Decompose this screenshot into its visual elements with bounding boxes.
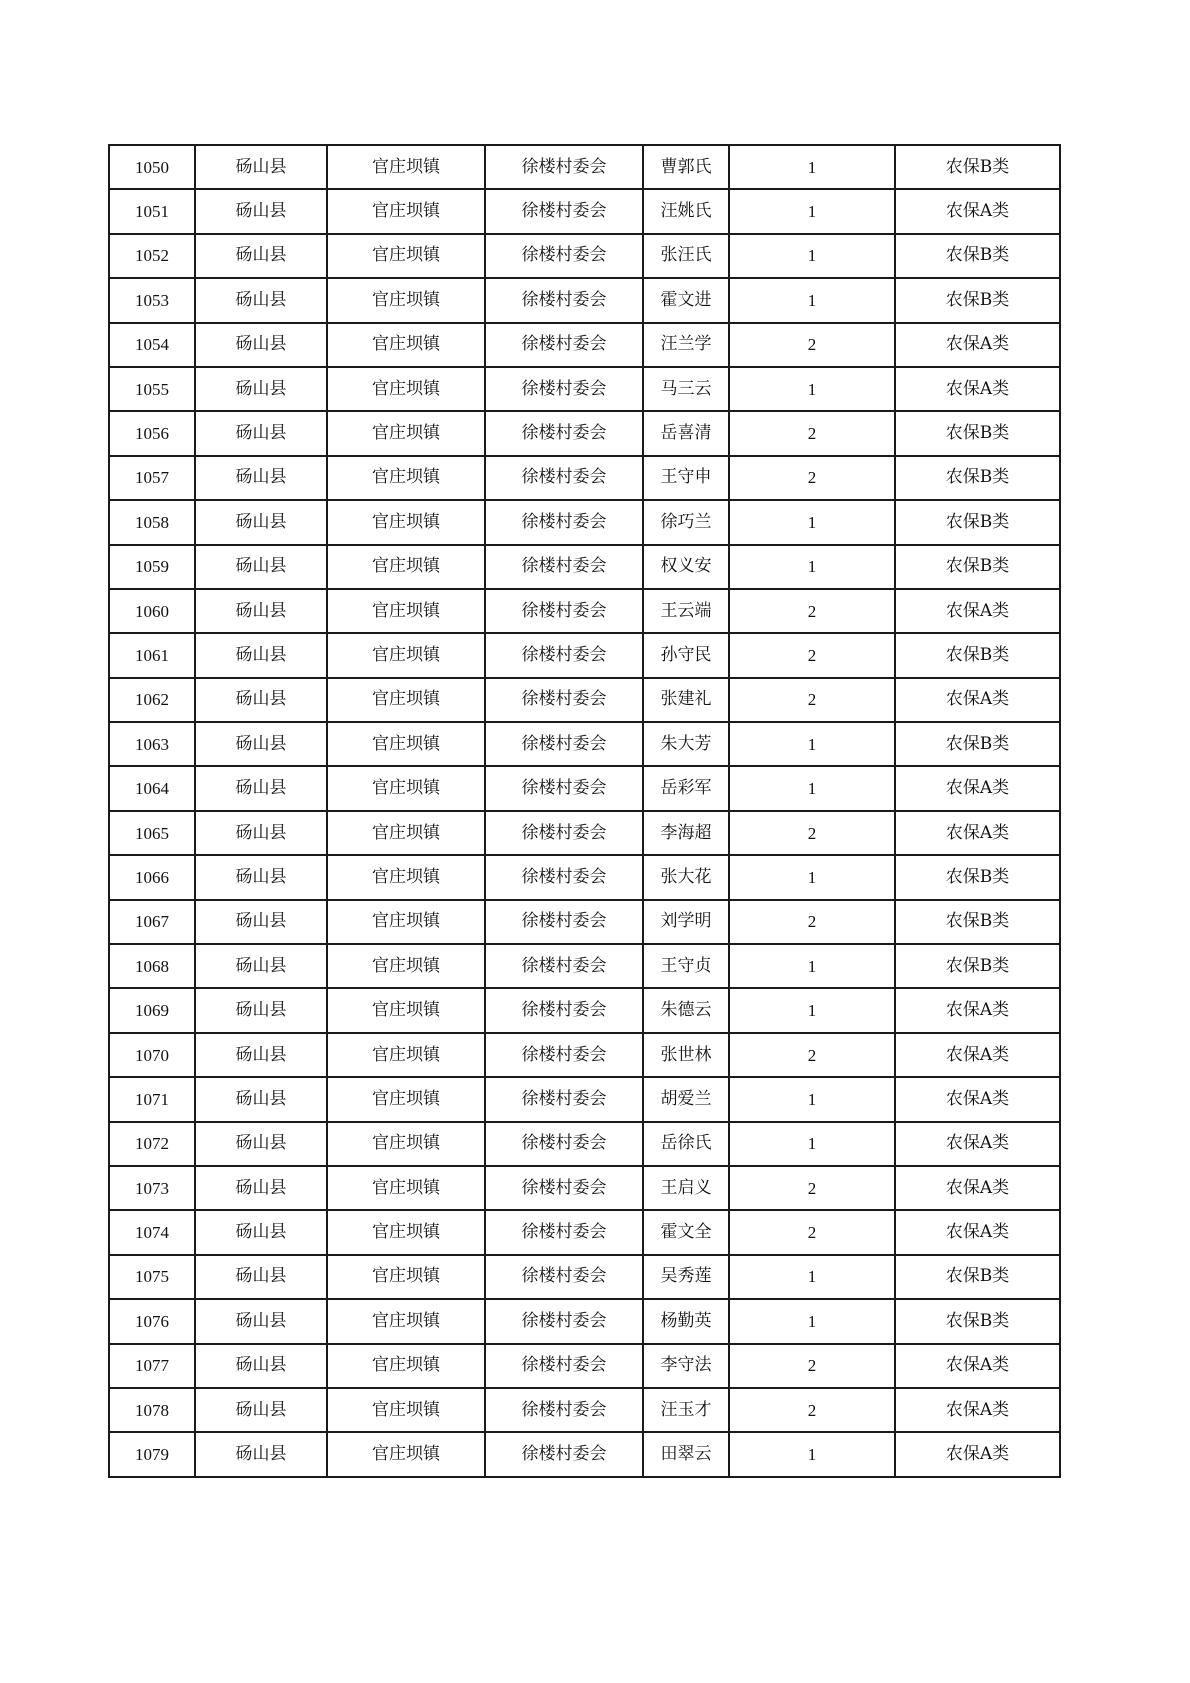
person-name-cell: 马三云 <box>643 367 729 411</box>
town-cell: 官庄坝镇 <box>327 1255 485 1299</box>
insurance-category-cell: 农保A类 <box>895 1210 1060 1254</box>
row-number-cell: 1061 <box>109 633 195 677</box>
town-cell: 官庄坝镇 <box>327 1299 485 1343</box>
town-cell: 官庄坝镇 <box>327 1166 485 1210</box>
county-cell: 砀山县 <box>195 411 327 455</box>
table-row <box>109 411 1060 455</box>
county-cell: 砀山县 <box>195 944 327 988</box>
person-name-cell: 朱德云 <box>643 988 729 1032</box>
insurance-category-cell: 农保A类 <box>895 589 1060 633</box>
row-number-cell: 1060 <box>109 589 195 633</box>
town-cell: 官庄坝镇 <box>327 1344 485 1388</box>
village-committee-cell: 徐楼村委会 <box>485 722 643 766</box>
person-name-cell: 李守法 <box>643 1344 729 1388</box>
village-committee-cell: 徐楼村委会 <box>485 411 643 455</box>
row-number-cell: 1059 <box>109 545 195 589</box>
table-row <box>109 855 1060 899</box>
count-cell: 2 <box>729 678 895 722</box>
table-row <box>109 1122 1060 1166</box>
row-number-cell: 1075 <box>109 1255 195 1299</box>
person-name-cell: 汪兰学 <box>643 323 729 367</box>
row-number-cell: 1053 <box>109 278 195 322</box>
insurance-category-cell: 农保B类 <box>895 500 1060 544</box>
row-number-cell: 1057 <box>109 456 195 500</box>
count-cell: 1 <box>729 722 895 766</box>
village-committee-cell: 徐楼村委会 <box>485 1344 643 1388</box>
row-number-cell: 1066 <box>109 855 195 899</box>
county-cell: 砀山县 <box>195 1077 327 1121</box>
row-number-cell: 1064 <box>109 766 195 810</box>
town-cell: 官庄坝镇 <box>327 678 485 722</box>
county-cell: 砀山县 <box>195 456 327 500</box>
town-cell: 官庄坝镇 <box>327 589 485 633</box>
village-committee-cell: 徐楼村委会 <box>485 1388 643 1432</box>
village-committee-cell: 徐楼村委会 <box>485 811 643 855</box>
county-cell: 砀山县 <box>195 500 327 544</box>
village-committee-cell: 徐楼村委会 <box>485 1210 643 1254</box>
count-cell: 2 <box>729 811 895 855</box>
table-row <box>109 944 1060 988</box>
table-row <box>109 1432 1060 1476</box>
town-cell: 官庄坝镇 <box>327 1077 485 1121</box>
row-number-cell: 1056 <box>109 411 195 455</box>
count-cell: 1 <box>729 278 895 322</box>
table-row <box>109 278 1060 322</box>
insurance-category-cell: 农保A类 <box>895 766 1060 810</box>
village-committee-cell: 徐楼村委会 <box>485 766 643 810</box>
village-committee-cell: 徐楼村委会 <box>485 323 643 367</box>
table-row <box>109 811 1060 855</box>
person-name-cell: 张大花 <box>643 855 729 899</box>
row-number-cell: 1068 <box>109 944 195 988</box>
county-cell: 砀山县 <box>195 1344 327 1388</box>
town-cell: 官庄坝镇 <box>327 278 485 322</box>
county-cell: 砀山县 <box>195 367 327 411</box>
county-cell: 砀山县 <box>195 234 327 278</box>
insurance-category-cell: 农保B类 <box>895 278 1060 322</box>
count-cell: 1 <box>729 234 895 278</box>
insurance-category-cell: 农保A类 <box>895 189 1060 233</box>
county-cell: 砀山县 <box>195 811 327 855</box>
row-number-cell: 1067 <box>109 900 195 944</box>
county-cell: 砀山县 <box>195 1210 327 1254</box>
count-cell: 1 <box>729 1299 895 1343</box>
town-cell: 官庄坝镇 <box>327 1033 485 1077</box>
row-number-cell: 1074 <box>109 1210 195 1254</box>
table-row <box>109 678 1060 722</box>
person-name-cell: 张建礼 <box>643 678 729 722</box>
county-cell: 砀山县 <box>195 678 327 722</box>
town-cell: 官庄坝镇 <box>327 1432 485 1476</box>
person-name-cell: 岳徐氏 <box>643 1122 729 1166</box>
county-cell: 砀山县 <box>195 988 327 1032</box>
village-committee-cell: 徐楼村委会 <box>485 900 643 944</box>
village-committee-cell: 徐楼村委会 <box>485 944 643 988</box>
insurance-category-cell: 农保B类 <box>895 944 1060 988</box>
county-cell: 砀山县 <box>195 855 327 899</box>
person-name-cell: 吴秀莲 <box>643 1255 729 1299</box>
count-cell: 2 <box>729 633 895 677</box>
row-number-cell: 1062 <box>109 678 195 722</box>
insurance-category-cell: 农保A类 <box>895 1166 1060 1210</box>
person-name-cell: 岳喜清 <box>643 411 729 455</box>
row-number-cell: 1072 <box>109 1122 195 1166</box>
county-cell: 砀山县 <box>195 766 327 810</box>
table-row <box>109 323 1060 367</box>
insurance-category-cell: 农保B类 <box>895 456 1060 500</box>
insurance-category-cell: 农保B类 <box>895 1299 1060 1343</box>
village-committee-cell: 徐楼村委会 <box>485 189 643 233</box>
person-name-cell: 岳彩军 <box>643 766 729 810</box>
village-committee-cell: 徐楼村委会 <box>485 545 643 589</box>
village-committee-cell: 徐楼村委会 <box>485 500 643 544</box>
table-row <box>109 900 1060 944</box>
count-cell: 2 <box>729 323 895 367</box>
village-committee-cell: 徐楼村委会 <box>485 456 643 500</box>
table-row <box>109 1077 1060 1121</box>
village-committee-cell: 徐楼村委会 <box>485 367 643 411</box>
count-cell: 1 <box>729 1122 895 1166</box>
insurance-category-cell: 农保A类 <box>895 811 1060 855</box>
person-name-cell: 田翠云 <box>643 1432 729 1476</box>
table-row <box>109 1255 1060 1299</box>
count-cell: 2 <box>729 589 895 633</box>
person-name-cell: 曹郭氏 <box>643 145 729 189</box>
person-name-cell: 权义安 <box>643 545 729 589</box>
town-cell: 官庄坝镇 <box>327 1388 485 1432</box>
village-committee-cell: 徐楼村委会 <box>485 278 643 322</box>
person-name-cell: 刘学明 <box>643 900 729 944</box>
person-name-cell: 汪姚氏 <box>643 189 729 233</box>
county-cell: 砀山县 <box>195 189 327 233</box>
count-cell: 2 <box>729 1210 895 1254</box>
insurance-category-cell: 农保A类 <box>895 988 1060 1032</box>
count-cell: 2 <box>729 411 895 455</box>
count-cell: 1 <box>729 367 895 411</box>
count-cell: 1 <box>729 766 895 810</box>
table-row <box>109 456 1060 500</box>
town-cell: 官庄坝镇 <box>327 722 485 766</box>
table-row <box>109 500 1060 544</box>
village-committee-cell: 徐楼村委会 <box>485 988 643 1032</box>
table-row <box>109 1166 1060 1210</box>
insurance-category-cell: 农保A类 <box>895 1033 1060 1077</box>
count-cell: 1 <box>729 1255 895 1299</box>
town-cell: 官庄坝镇 <box>327 323 485 367</box>
table-row <box>109 367 1060 411</box>
village-committee-cell: 徐楼村委会 <box>485 1166 643 1210</box>
insurance-category-cell: 农保B类 <box>895 234 1060 278</box>
person-name-cell: 霍文进 <box>643 278 729 322</box>
row-number-cell: 1076 <box>109 1299 195 1343</box>
count-cell: 1 <box>729 944 895 988</box>
table-row <box>109 1299 1060 1343</box>
count-cell: 1 <box>729 1432 895 1476</box>
person-name-cell: 汪玉才 <box>643 1388 729 1432</box>
county-cell: 砀山县 <box>195 1388 327 1432</box>
person-name-cell: 徐巧兰 <box>643 500 729 544</box>
county-cell: 砀山县 <box>195 1166 327 1210</box>
insurance-category-cell: 农保B类 <box>895 855 1060 899</box>
town-cell: 官庄坝镇 <box>327 545 485 589</box>
person-name-cell: 杨勤英 <box>643 1299 729 1343</box>
county-cell: 砀山县 <box>195 1432 327 1476</box>
person-name-cell: 王守贞 <box>643 944 729 988</box>
table-row <box>109 633 1060 677</box>
village-committee-cell: 徐楼村委会 <box>485 1033 643 1077</box>
town-cell: 官庄坝镇 <box>327 145 485 189</box>
table-row <box>109 189 1060 233</box>
county-cell: 砀山县 <box>195 633 327 677</box>
table-row <box>109 988 1060 1032</box>
row-number-cell: 1052 <box>109 234 195 278</box>
count-cell: 1 <box>729 855 895 899</box>
row-number-cell: 1050 <box>109 145 195 189</box>
row-number-cell: 1063 <box>109 722 195 766</box>
insurance-category-cell: 农保A类 <box>895 1432 1060 1476</box>
person-name-cell: 李海超 <box>643 811 729 855</box>
roster-table <box>108 144 1061 1478</box>
count-cell: 2 <box>729 1166 895 1210</box>
county-cell: 砀山县 <box>195 145 327 189</box>
row-number-cell: 1069 <box>109 988 195 1032</box>
person-name-cell: 胡爱兰 <box>643 1077 729 1121</box>
village-committee-cell: 徐楼村委会 <box>485 855 643 899</box>
village-committee-cell: 徐楼村委会 <box>485 1432 643 1476</box>
town-cell: 官庄坝镇 <box>327 900 485 944</box>
town-cell: 官庄坝镇 <box>327 944 485 988</box>
insurance-category-cell: 农保B类 <box>895 633 1060 677</box>
town-cell: 官庄坝镇 <box>327 1122 485 1166</box>
insurance-category-cell: 农保A类 <box>895 1077 1060 1121</box>
county-cell: 砀山县 <box>195 1255 327 1299</box>
town-cell: 官庄坝镇 <box>327 189 485 233</box>
county-cell: 砀山县 <box>195 900 327 944</box>
town-cell: 官庄坝镇 <box>327 766 485 810</box>
table-row <box>109 234 1060 278</box>
table-row <box>109 1388 1060 1432</box>
insurance-category-cell: 农保A类 <box>895 1388 1060 1432</box>
row-number-cell: 1071 <box>109 1077 195 1121</box>
town-cell: 官庄坝镇 <box>327 500 485 544</box>
row-number-cell: 1077 <box>109 1344 195 1388</box>
village-committee-cell: 徐楼村委会 <box>485 1122 643 1166</box>
table-row <box>109 1033 1060 1077</box>
row-number-cell: 1055 <box>109 367 195 411</box>
town-cell: 官庄坝镇 <box>327 367 485 411</box>
village-committee-cell: 徐楼村委会 <box>485 1255 643 1299</box>
town-cell: 官庄坝镇 <box>327 234 485 278</box>
table-row <box>109 545 1060 589</box>
count-cell: 2 <box>729 1388 895 1432</box>
person-name-cell: 王守申 <box>643 456 729 500</box>
row-number-cell: 1070 <box>109 1033 195 1077</box>
insurance-category-cell: 农保A类 <box>895 678 1060 722</box>
count-cell: 2 <box>729 456 895 500</box>
town-cell: 官庄坝镇 <box>327 988 485 1032</box>
village-committee-cell: 徐楼村委会 <box>485 145 643 189</box>
village-committee-cell: 徐楼村委会 <box>485 234 643 278</box>
count-cell: 2 <box>729 1033 895 1077</box>
row-number-cell: 1073 <box>109 1166 195 1210</box>
person-name-cell: 孙守民 <box>643 633 729 677</box>
town-cell: 官庄坝镇 <box>327 456 485 500</box>
county-cell: 砀山县 <box>195 1299 327 1343</box>
county-cell: 砀山县 <box>195 1122 327 1166</box>
person-name-cell: 霍文全 <box>643 1210 729 1254</box>
insurance-category-cell: 农保A类 <box>895 367 1060 411</box>
town-cell: 官庄坝镇 <box>327 411 485 455</box>
town-cell: 官庄坝镇 <box>327 633 485 677</box>
village-committee-cell: 徐楼村委会 <box>485 589 643 633</box>
count-cell: 2 <box>729 900 895 944</box>
count-cell: 1 <box>729 545 895 589</box>
insurance-category-cell: 农保A类 <box>895 1344 1060 1388</box>
insurance-category-cell: 农保A类 <box>895 1122 1060 1166</box>
count-cell: 2 <box>729 1344 895 1388</box>
row-number-cell: 1079 <box>109 1432 195 1476</box>
count-cell: 1 <box>729 988 895 1032</box>
insurance-category-cell: 农保B类 <box>895 145 1060 189</box>
county-cell: 砀山县 <box>195 545 327 589</box>
count-cell: 1 <box>729 500 895 544</box>
village-committee-cell: 徐楼村委会 <box>485 633 643 677</box>
county-cell: 砀山县 <box>195 589 327 633</box>
table-row <box>109 766 1060 810</box>
table-row <box>109 1344 1060 1388</box>
table-row <box>109 145 1060 189</box>
row-number-cell: 1058 <box>109 500 195 544</box>
village-committee-cell: 徐楼村委会 <box>485 1299 643 1343</box>
county-cell: 砀山县 <box>195 1033 327 1077</box>
roster-body <box>109 145 1060 1477</box>
count-cell: 1 <box>729 189 895 233</box>
count-cell: 1 <box>729 145 895 189</box>
person-name-cell: 张汪氏 <box>643 234 729 278</box>
count-cell: 1 <box>729 1077 895 1121</box>
town-cell: 官庄坝镇 <box>327 1210 485 1254</box>
row-number-cell: 1065 <box>109 811 195 855</box>
insurance-category-cell: 农保B类 <box>895 411 1060 455</box>
insurance-category-cell: 农保B类 <box>895 722 1060 766</box>
insurance-category-cell: 农保A类 <box>895 323 1060 367</box>
insurance-category-cell: 农保B类 <box>895 1255 1060 1299</box>
person-name-cell: 王云端 <box>643 589 729 633</box>
person-name-cell: 王启义 <box>643 1166 729 1210</box>
person-name-cell: 张世林 <box>643 1033 729 1077</box>
county-cell: 砀山县 <box>195 323 327 367</box>
person-name-cell: 朱大芳 <box>643 722 729 766</box>
table-row <box>109 589 1060 633</box>
table-row <box>109 1210 1060 1254</box>
village-committee-cell: 徐楼村委会 <box>485 678 643 722</box>
table-row <box>109 722 1060 766</box>
county-cell: 砀山县 <box>195 278 327 322</box>
village-committee-cell: 徐楼村委会 <box>485 1077 643 1121</box>
insurance-category-cell: 农保B类 <box>895 545 1060 589</box>
town-cell: 官庄坝镇 <box>327 855 485 899</box>
county-cell: 砀山县 <box>195 722 327 766</box>
row-number-cell: 1078 <box>109 1388 195 1432</box>
row-number-cell: 1051 <box>109 189 195 233</box>
town-cell: 官庄坝镇 <box>327 811 485 855</box>
row-number-cell: 1054 <box>109 323 195 367</box>
insurance-category-cell: 农保B类 <box>895 900 1060 944</box>
